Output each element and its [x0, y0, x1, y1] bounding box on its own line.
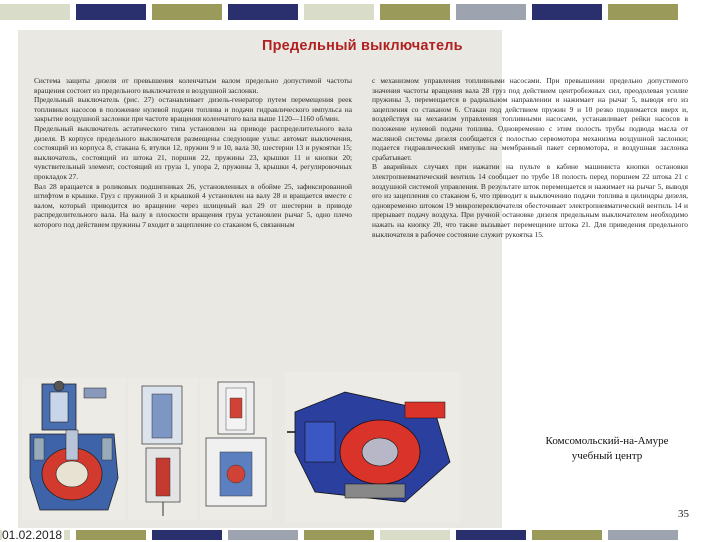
mechanism-3d-drawing	[285, 372, 460, 522]
stripe-segment	[532, 4, 602, 20]
stripe-segment	[456, 530, 526, 540]
limit-switch-section-drawing	[22, 378, 126, 520]
text-column-left: Система защиты дизеля от превышения коленчатым валом предельно допустимой частоты вращения состоит из предельного выключателя и воздушной заслонки. Предельный выключатель (рис. 27) останавливает дизель-генератор путем перемещения реек топливных насосов в положение нулевой подачи топлива и подачи гидравлического импульса на закрытие воздушной заслонки при частоте вращения коленчатого вала выше 1120—1160 об/мин. Предельный выключатель астатического типа установлен на приводе распределительного вала дизеля. В корпусе предельного выключателя размещены следующие узлы: автомат выключения, состоящий из корпуса 8, стакана 6, втулки 12, пружин 9 и 10, вала 30, шестерни 13 и рукоятки 15; выключатель, состоящий из штока 21, поршня 22, пружины 23, крышки 11 и кнопки 20; чувствительный элемент, состоящий из груза 1, упора 2, пружины 3, крышки 4, регулировочных прокладок 27. Вал 28 вращается в роликовых подшипниках 26, установленных в обойме 25, зафиксированной штифтом в крышке. Груз с пружиной 3 и крышкой 4 установлен на валу 28 и вращается вместе с валом, который приводится во вращение через шлицевый вал 29 от шестерни в приводе распределительного вала. На валу в плоскости вращения груза установлен рычаг 5, одно плечо которого под действием пружины 7 входит в зацепление со стаканом 6, связанным	[34, 76, 352, 229]
figure-caption-right	[286, 506, 476, 524]
slide-date: 01.02.2018	[2, 528, 63, 542]
stripe-segment	[76, 530, 146, 540]
page-number: 35	[678, 508, 689, 520]
stripe-segment	[152, 530, 222, 540]
stripe-segment	[456, 4, 526, 20]
stripe-segment	[228, 530, 298, 540]
organization-subtitle: учебный центр	[571, 450, 643, 462]
stripe-segment	[380, 4, 450, 20]
limit-switch-cutaway-drawing	[200, 378, 272, 520]
stripe-segment	[228, 4, 298, 20]
bottom-decor-stripes	[0, 530, 720, 540]
stripe-segment	[304, 530, 374, 540]
figure-caption-left	[24, 506, 274, 524]
top-decor-stripes	[0, 4, 720, 20]
stripe-segment	[152, 4, 222, 20]
stripe-segment	[380, 530, 450, 540]
stripe-segment	[532, 530, 602, 540]
limit-switch-side-drawing	[128, 378, 198, 520]
text-column-right: с механизмом управления топливными насосами. При превышении предельно допустимого значения частоты вращения вала 28 груз под действием центробежных сил, преодолевая усилие пружины 3, перемещается в радиальном направлении и нажимает на рычаг 5, выводя его из зацепления со стаканом 6. Стакан под действием пружин 9 и 10 резко поднимается вверх и, воздействуя на механизм управления топливными насосами, устанавливает рейки насосов в положение нулевой подачи топлива. Одновременно с этим полость трубы подвода масла от масляной системы дизеля сообщается с полостью сервомотора механизма воздушной заслонки; подается гидравлический импульс на мембранный пакет сервомотора, и воздушная заслонка срабатывает. В аварийных случаях при нажатии на пульте в кабине машиниста кнопки остановки электропневматический вентиль 14 сообщает по трубе 18 полость перед поршнем 22 штока 21 с воздушной системой управления. В результате шток перемещается и нажимает на рычаг 5, выводя его из зацепления со стаканом 6, что приводит к выключению подачи топлива в цилиндры дизеля, одновременно штоком 19 микропереключателя обесточивает электропневматический вентиль 14 и прерывает подачу воздуха. При ручной остановке дизеля предельным выключателем необходимо нажать на кнопку 20, что также вызывает перемещение штока 21. Для приведения предельного выключателя в рабочее состояние служит рукоятка 15.	[372, 76, 688, 239]
stripe-segment	[608, 530, 678, 540]
page-title: Предельный выключатель	[262, 38, 463, 54]
stripe-segment	[76, 4, 146, 20]
organization-label	[500, 434, 714, 464]
stripe-segment	[304, 4, 374, 20]
stripe-segment	[608, 4, 678, 20]
organization-name: Комсомольский-на-Амуре	[545, 435, 669, 447]
stripe-segment	[0, 4, 70, 20]
